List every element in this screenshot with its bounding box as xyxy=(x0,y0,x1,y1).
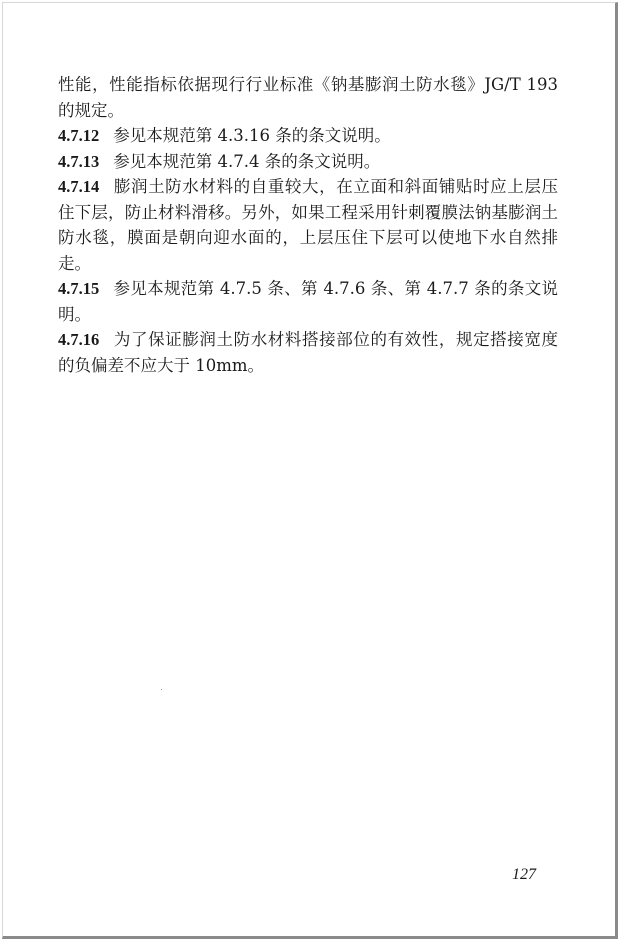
clause-text: 膨润土防水材料的自重较大，在立面和斜面铺贴时应上层压住下层，防止材料滑移。另外，如果工程采用针刺覆膜法钠基膨润土防水毯，膜面是朝向迎水面的，上层压住下层可以使地下水自然排走。 xyxy=(58,177,558,273)
clause-number: 4.7.15 xyxy=(58,279,100,298)
clause-text: 为了保证膨润土防水材料搭接部位的有效性，规定搭接宽度的负偏差不应大于 10mm。 xyxy=(58,330,558,375)
page-number: 127 xyxy=(512,866,536,883)
clause-number: 4.7.16 xyxy=(58,330,100,349)
clause-4-7-13 xyxy=(58,149,558,175)
clause-number: 4.7.12 xyxy=(58,126,100,145)
clause-4-7-16 xyxy=(58,327,558,378)
clause-text: 参见本规范第 4.3.16 条的条文说明。 xyxy=(113,126,391,145)
clause-number: 4.7.14 xyxy=(58,177,100,196)
scan-speck xyxy=(161,689,162,690)
clause-text: 参见本规范第 4.7.4 条的条文说明。 xyxy=(113,151,381,171)
clause-text: 参见本规范第 4.7.5 条、第 4.7.6 条、第 4.7.7 条的条文说明。 xyxy=(58,279,558,324)
clause-4-7-12 xyxy=(58,123,558,149)
clause-4-7-14 xyxy=(58,174,558,276)
document-body xyxy=(58,72,558,378)
clause-number: 4.7.13 xyxy=(58,151,100,171)
intro-paragraph: 性能，性能指标依据现行行业标准《钠基膨润土防水毯》JG/T 193的规定。 xyxy=(58,75,558,120)
clause-4-7-15 xyxy=(58,276,558,327)
